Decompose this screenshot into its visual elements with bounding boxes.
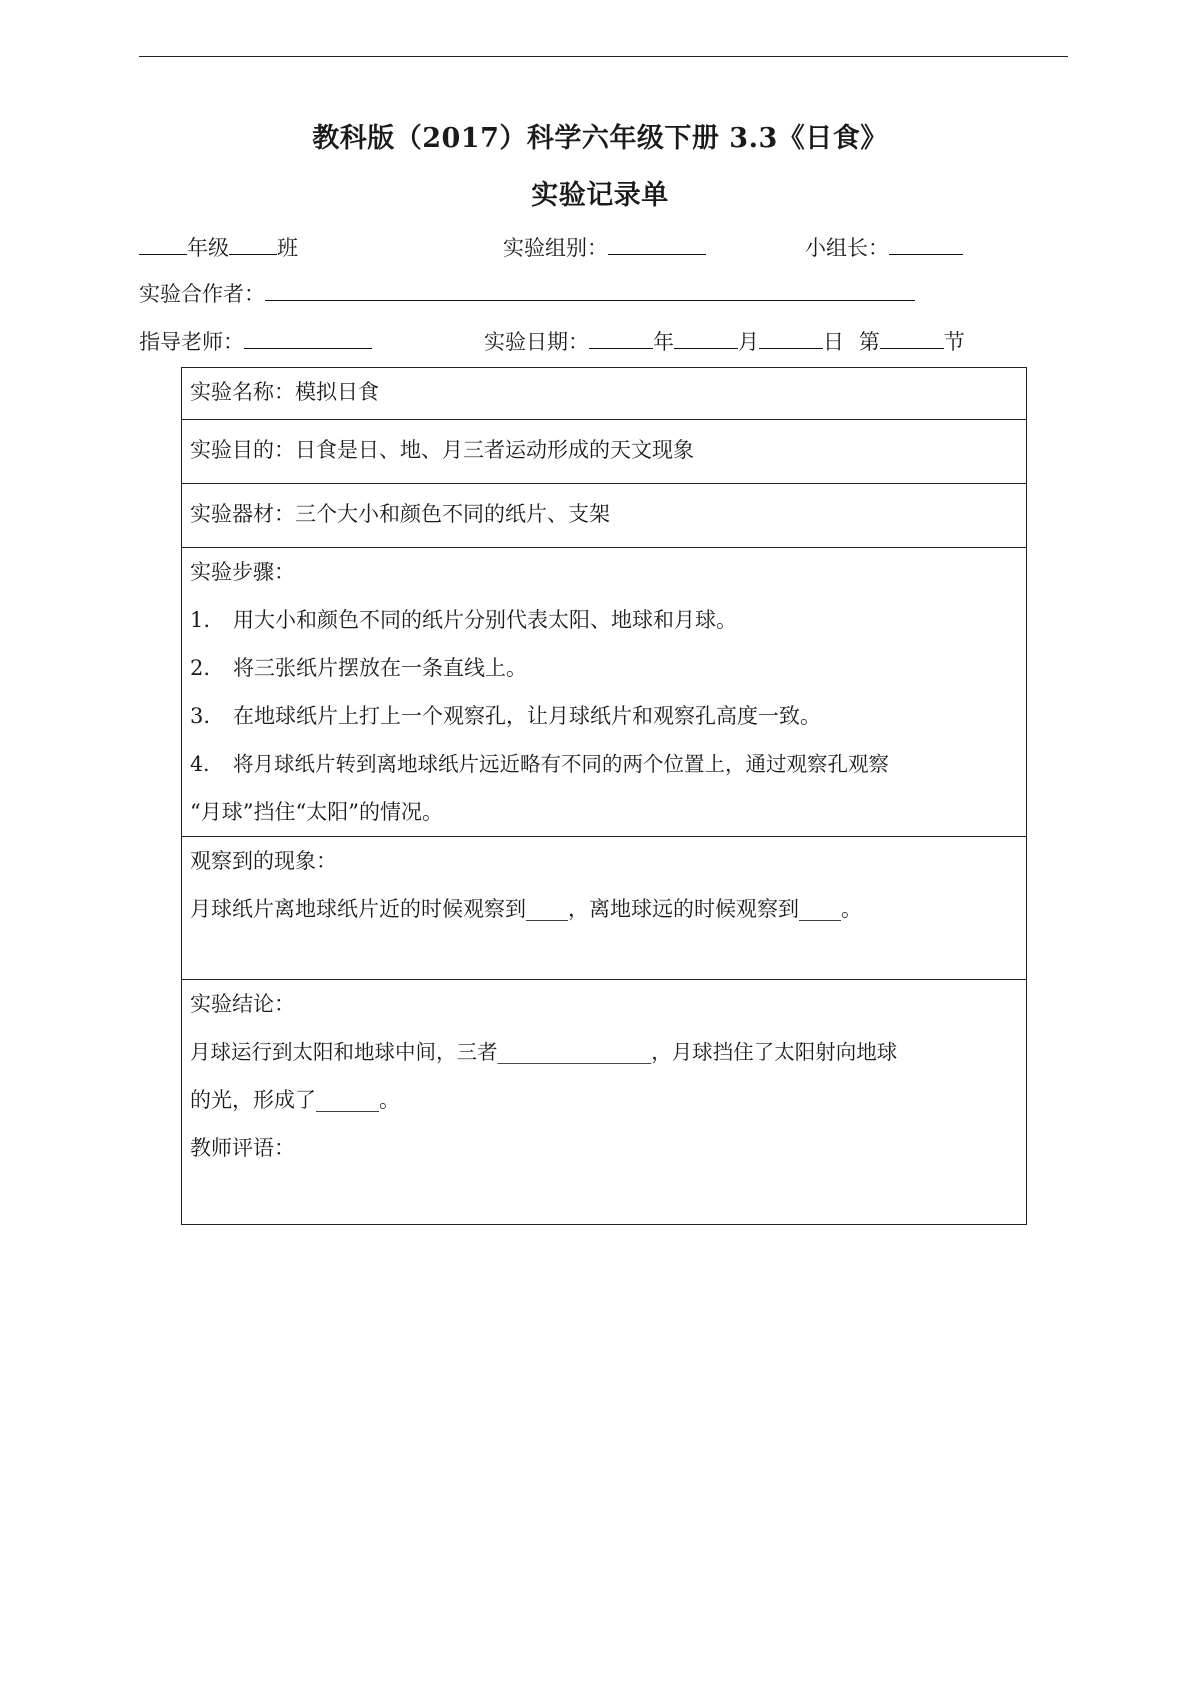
steps-heading: 实验步骤：: [190, 560, 295, 584]
step-number: 4.: [190, 752, 210, 776]
teacher-field: [139, 326, 372, 356]
step-number: 1.: [190, 608, 211, 632]
conclusion-line-1[interactable]: 月球运行到太阳和地球中间，三者_______________，月球挡住了太阳射向地球: [190, 1040, 898, 1064]
period-label: 节: [943, 330, 965, 354]
steps-cell: [182, 548, 1027, 837]
table-row-conclusion: [182, 980, 1027, 1225]
date-label: 实验日期：: [484, 330, 589, 354]
group-blank[interactable]: [608, 232, 706, 255]
experiment-name: 实验名称：模拟日食: [182, 368, 1027, 420]
table-row-observation: [182, 837, 1027, 980]
date-field: [484, 326, 965, 356]
teacher-blank[interactable]: [244, 326, 372, 349]
year-blank[interactable]: [589, 326, 653, 349]
year-label: 年: [653, 330, 674, 354]
table-row-steps: [182, 548, 1027, 837]
info-row-teacher-date: [139, 326, 1079, 360]
day-blank[interactable]: [759, 326, 823, 349]
month-blank[interactable]: [674, 326, 738, 349]
grade-blank[interactable]: [139, 232, 187, 255]
info-row-partners: [139, 278, 1079, 312]
leader-blank[interactable]: [889, 232, 963, 255]
teacher-label: 指导老师：: [139, 330, 244, 354]
month-label: 月: [738, 330, 759, 354]
group-field: [503, 232, 706, 262]
conclusion-line-2[interactable]: 的光，形成了______。: [190, 1088, 400, 1112]
experiment-record-table: [181, 367, 1027, 1225]
step-item: [190, 740, 1026, 788]
info-row-class: [139, 232, 1079, 266]
grade-label: 年级: [187, 236, 229, 260]
observation-heading: 观察到的现象：: [190, 849, 337, 873]
step-item: [190, 596, 1026, 644]
step-item: [190, 644, 1026, 692]
leader-field: [805, 232, 963, 262]
observation-text[interactable]: 月球纸片离地球纸片近的时候观察到____，离地球远的时候观察到____。: [190, 897, 862, 921]
step-number: 2.: [190, 656, 211, 680]
group-label: 实验组别：: [503, 236, 608, 260]
step-item: [190, 692, 1026, 740]
table-row-purpose: [182, 420, 1027, 484]
step-text: 将月球纸片转到离地球纸片远近略有不同的两个位置上，通过观察孔观察: [233, 752, 889, 776]
partners-blank[interactable]: [265, 278, 915, 301]
day-label: 日: [823, 330, 844, 354]
period-blank[interactable]: [880, 326, 944, 349]
document-title: 教科版（2017）科学六年级下册 3.3《日食》: [312, 123, 888, 154]
table-row-equipment: [182, 484, 1027, 548]
conclusion-cell: [182, 980, 1027, 1225]
header-rule: [139, 56, 1068, 57]
step-text: 将三张纸片摆放在一条直线上。: [233, 656, 527, 680]
partners-field: [139, 278, 915, 308]
leader-label: 小组长：: [805, 236, 889, 260]
step-continuation: “月球”挡住“太阳”的情况。: [190, 800, 443, 824]
step-number: 3.: [190, 704, 211, 728]
step-text: 在地球纸片上打上一个观察孔，让月球纸片和观察孔高度一致。: [233, 704, 821, 728]
conclusion-heading: 实验结论：: [190, 992, 295, 1016]
observation-cell: [182, 837, 1027, 980]
grade-field: [139, 232, 298, 262]
partners-label: 实验合作者：: [139, 282, 265, 306]
experiment-equipment: 实验器材：三个大小和颜色不同的纸片、支架: [182, 484, 1027, 548]
class-blank[interactable]: [229, 232, 277, 255]
document-subtitle: 实验记录单: [531, 180, 669, 211]
table-row-name: [182, 368, 1027, 420]
experiment-purpose: 实验目的：日食是日、地、月三者运动形成的天文现象: [182, 420, 1027, 484]
teacher-comment-heading: 教师评语：: [190, 1136, 295, 1160]
period-prefix: 第: [858, 330, 880, 354]
step-text: 用大小和颜色不同的纸片分别代表太阳、地球和月球。: [233, 608, 737, 632]
class-label: 班: [277, 236, 298, 260]
